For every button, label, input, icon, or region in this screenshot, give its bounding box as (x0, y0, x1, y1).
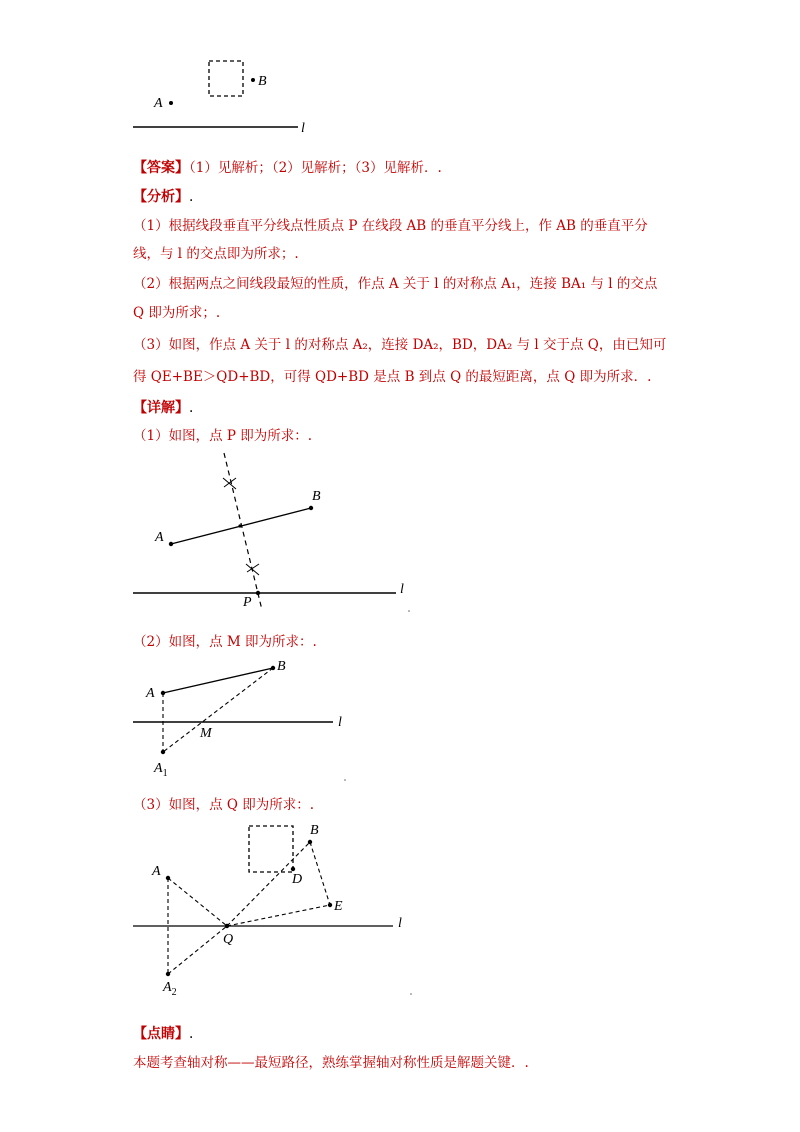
analysis-p1-line1: （1）根据线段垂直平分线点性质点 P 在线段 AB 的垂直平分线上，作 AB 的垂直平分 (133, 218, 648, 234)
top-label-l: l (301, 121, 305, 136)
fig2-label-a: A (146, 686, 155, 701)
fig3-segment-be (310, 842, 330, 905)
fig1-label-a: A (155, 530, 164, 545)
top-label-a: A (154, 96, 163, 111)
comment-tail: . (189, 1026, 194, 1042)
analysis-p3-line2: 得 QE+BE＞QD+BD，可得 QD+BD 是点 B 到点 Q 的最短距离，点 Q 即为所求．. (133, 369, 652, 385)
fig3-label-e: E (334, 899, 343, 914)
fig1-label-p: P (243, 595, 252, 610)
analysis-p1-line2: 线，与 l 的交点即为所求；. (133, 246, 299, 262)
fig3-point-a (166, 876, 170, 880)
detail-tag: 【详解】 (133, 400, 189, 416)
analysis-p2-line1: （2）根据两点之间线段最短的性质，作点 A 关于 l 的对称点 A₁，连接 BA₁ 与 l 的交点 (133, 276, 658, 292)
fig3-segment-qe (227, 905, 330, 926)
fig3-point-q (225, 924, 229, 928)
comment-tag: 【点睛】 (133, 1026, 189, 1042)
fig2-label-b: B (277, 659, 286, 674)
detail-tail: . (189, 400, 194, 416)
fig2-label-m: M (200, 726, 212, 741)
fig3-point-e (328, 903, 332, 907)
detail-step1: （1）如图，点 P 即为所求：. (133, 428, 313, 444)
fig3-label-q: Q (223, 932, 234, 947)
detail-step2: （2）如图，点 M 即为所求：. (133, 634, 317, 650)
comment-heading (133, 1024, 193, 1044)
fig3-point-b (308, 840, 312, 844)
fig3-segment-aq (168, 878, 227, 926)
fig3-label-l: l (398, 916, 402, 931)
comment-text: 本题考查轴对称——最短路径，熟练掌握轴对称性质是解题关键．. (133, 1055, 529, 1071)
fig3-point-d (291, 867, 295, 871)
fig2-label-a1: $A_1$ (154, 761, 168, 779)
analysis-p2-line2: Q 即为所求；. (133, 305, 221, 321)
fig3-point-a2 (166, 972, 170, 976)
answer-text: （1）见解析；（2）见解析；（3）见解析．. (189, 160, 442, 176)
fig1-label-l: l (400, 582, 404, 597)
fig3-label-a2: $A_2$ (163, 980, 177, 998)
fig1-label-b: B (312, 489, 321, 504)
fig2-label-a1-sub: 1 (162, 768, 168, 779)
top-label-b: B (258, 74, 267, 89)
analysis-tag: 【分析】 (133, 189, 189, 205)
detail-step3: （3）如图，点 Q 即为所求：. (133, 797, 315, 813)
fig3-segment-a2q (168, 926, 227, 974)
fig3-label-d: D (292, 872, 303, 887)
fig3-label-a2-sub: 2 (171, 987, 177, 998)
analysis-p3-line1: （3）如图，作点 A 关于 l 的对称点 A₂，连接 DA₂，BD，DA₂ 与 l 交于点 Q，由已知可 (133, 337, 667, 353)
fig2-label-l: l (338, 715, 342, 730)
fig3-label-a: A (152, 864, 161, 879)
answer-tag: 【答案】 (133, 160, 189, 176)
analysis-tail: . (189, 189, 194, 205)
fig3-dot (410, 993, 412, 995)
fig3-square (249, 826, 293, 872)
fig3-label-b: B (310, 823, 319, 838)
